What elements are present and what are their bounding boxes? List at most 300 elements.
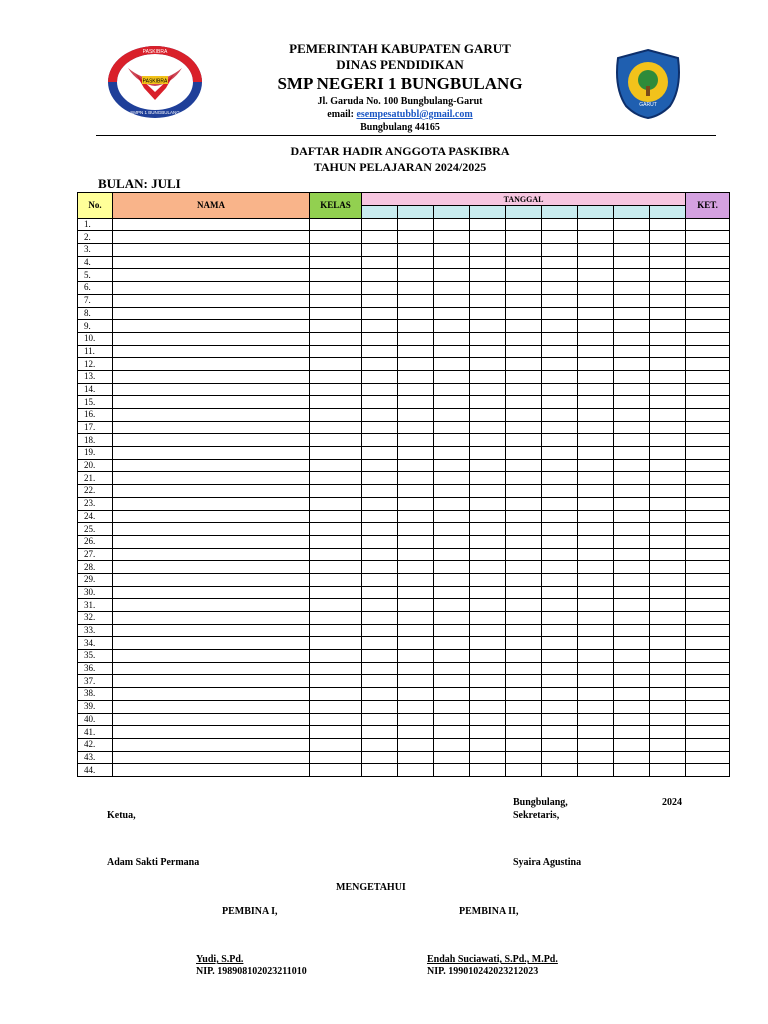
date-cell[interactable]: [614, 472, 650, 485]
kelas-cell[interactable]: [310, 726, 362, 739]
ket-cell[interactable]: [686, 269, 730, 282]
date-cell[interactable]: [650, 294, 686, 307]
date-cell[interactable]: [470, 561, 506, 574]
ket-cell[interactable]: [686, 244, 730, 257]
date-cell[interactable]: [398, 256, 434, 269]
nama-cell[interactable]: [113, 535, 310, 548]
date-cell[interactable]: [398, 472, 434, 485]
date-cell[interactable]: [542, 421, 578, 434]
date-cell[interactable]: [650, 485, 686, 498]
date-cell[interactable]: [398, 345, 434, 358]
ket-cell[interactable]: [686, 586, 730, 599]
ket-cell[interactable]: [686, 396, 730, 409]
date-cell[interactable]: [470, 345, 506, 358]
date-cell[interactable]: [362, 485, 398, 498]
date-cell[interactable]: [434, 561, 470, 574]
date-cell[interactable]: [362, 612, 398, 625]
date-cell[interactable]: [362, 218, 398, 231]
date-cell[interactable]: [506, 345, 542, 358]
date-cell[interactable]: [398, 269, 434, 282]
date-cell[interactable]: [650, 688, 686, 701]
date-cell[interactable]: [362, 294, 398, 307]
date-cell[interactable]: [398, 662, 434, 675]
date-cell[interactable]: [506, 726, 542, 739]
date-cell[interactable]: [542, 218, 578, 231]
date-cell[interactable]: [542, 624, 578, 637]
nama-cell[interactable]: [113, 637, 310, 650]
date-cell[interactable]: [470, 726, 506, 739]
date-cell[interactable]: [542, 282, 578, 295]
date-cell[interactable]: [362, 726, 398, 739]
date-cell[interactable]: [614, 599, 650, 612]
date-cell[interactable]: [650, 434, 686, 447]
nama-cell[interactable]: [113, 472, 310, 485]
ket-cell[interactable]: [686, 726, 730, 739]
date-cell[interactable]: [398, 764, 434, 777]
nama-cell[interactable]: [113, 713, 310, 726]
date-cell[interactable]: [542, 599, 578, 612]
date-cell[interactable]: [542, 244, 578, 257]
kelas-cell[interactable]: [310, 523, 362, 536]
nama-cell[interactable]: [113, 548, 310, 561]
date-cell[interactable]: [434, 218, 470, 231]
date-cell[interactable]: [506, 434, 542, 447]
date-cell[interactable]: [578, 510, 614, 523]
date-cell[interactable]: [650, 383, 686, 396]
date-cell[interactable]: [614, 637, 650, 650]
ket-cell[interactable]: [686, 231, 730, 244]
date-cell[interactable]: [506, 282, 542, 295]
date-cell[interactable]: [470, 764, 506, 777]
date-cell[interactable]: [470, 612, 506, 625]
date-cell[interactable]: [506, 751, 542, 764]
date-cell[interactable]: [542, 726, 578, 739]
ket-cell[interactable]: [686, 332, 730, 345]
date-cell[interactable]: [578, 320, 614, 333]
date-cell[interactable]: [506, 612, 542, 625]
kelas-cell[interactable]: [310, 586, 362, 599]
date-cell[interactable]: [650, 307, 686, 320]
date-cell[interactable]: [470, 396, 506, 409]
date-cell[interactable]: [650, 332, 686, 345]
nama-cell[interactable]: [113, 447, 310, 460]
nama-cell[interactable]: [113, 307, 310, 320]
date-cell[interactable]: [614, 447, 650, 460]
date-cell[interactable]: [578, 662, 614, 675]
kelas-cell[interactable]: [310, 764, 362, 777]
date-cell[interactable]: [434, 307, 470, 320]
ket-cell[interactable]: [686, 434, 730, 447]
nama-cell[interactable]: [113, 497, 310, 510]
date-cell[interactable]: [506, 586, 542, 599]
date-cell[interactable]: [506, 358, 542, 371]
ket-cell[interactable]: [686, 472, 730, 485]
nama-cell[interactable]: [113, 320, 310, 333]
date-cell[interactable]: [362, 396, 398, 409]
kelas-cell[interactable]: [310, 713, 362, 726]
date-cell[interactable]: [650, 358, 686, 371]
kelas-cell[interactable]: [310, 459, 362, 472]
nama-cell[interactable]: [113, 751, 310, 764]
ket-cell[interactable]: [686, 764, 730, 777]
date-cell[interactable]: [434, 269, 470, 282]
date-cell[interactable]: [470, 269, 506, 282]
date-cell[interactable]: [434, 688, 470, 701]
date-cell[interactable]: [614, 726, 650, 739]
date-cell[interactable]: [434, 244, 470, 257]
date-cell[interactable]: [578, 358, 614, 371]
kelas-cell[interactable]: [310, 561, 362, 574]
date-cell[interactable]: [650, 548, 686, 561]
date-cell[interactable]: [362, 370, 398, 383]
date-cell[interactable]: [434, 358, 470, 371]
date-cell[interactable]: [398, 447, 434, 460]
date-cell[interactable]: [398, 599, 434, 612]
nama-cell[interactable]: [113, 675, 310, 688]
date-cell[interactable]: [650, 345, 686, 358]
date-cell[interactable]: [506, 447, 542, 460]
kelas-cell[interactable]: [310, 282, 362, 295]
ket-cell[interactable]: [686, 345, 730, 358]
date-cell[interactable]: [614, 764, 650, 777]
date-cell[interactable]: [398, 738, 434, 751]
date-cell[interactable]: [614, 751, 650, 764]
date-cell[interactable]: [398, 561, 434, 574]
date-cell[interactable]: [650, 370, 686, 383]
date-cell[interactable]: [506, 244, 542, 257]
date-cell[interactable]: [578, 586, 614, 599]
date-cell[interactable]: [398, 612, 434, 625]
date-cell[interactable]: [434, 370, 470, 383]
date-cell[interactable]: [506, 472, 542, 485]
date-cell[interactable]: [506, 688, 542, 701]
nama-cell[interactable]: [113, 573, 310, 586]
nama-cell[interactable]: [113, 421, 310, 434]
date-cell[interactable]: [362, 383, 398, 396]
date-cell[interactable]: [398, 459, 434, 472]
date-cell[interactable]: [362, 497, 398, 510]
date-cell[interactable]: [578, 738, 614, 751]
date-cell[interactable]: [362, 244, 398, 257]
date-cell[interactable]: [542, 294, 578, 307]
date-cell[interactable]: [614, 713, 650, 726]
date-cell[interactable]: [506, 485, 542, 498]
date-cell[interactable]: [542, 561, 578, 574]
date-cell[interactable]: [470, 307, 506, 320]
date-cell[interactable]: [470, 624, 506, 637]
kelas-cell[interactable]: [310, 485, 362, 498]
date-cell[interactable]: [506, 675, 542, 688]
ket-cell[interactable]: [686, 294, 730, 307]
date-cell[interactable]: [506, 510, 542, 523]
date-cell[interactable]: [434, 332, 470, 345]
date-cell[interactable]: [650, 320, 686, 333]
date-cell[interactable]: [542, 358, 578, 371]
kelas-cell[interactable]: [310, 434, 362, 447]
date-cell[interactable]: [542, 459, 578, 472]
date-cell[interactable]: [398, 586, 434, 599]
date-cell[interactable]: [542, 510, 578, 523]
date-cell[interactable]: [650, 218, 686, 231]
nama-cell[interactable]: [113, 523, 310, 536]
kelas-cell[interactable]: [310, 244, 362, 257]
date-cell[interactable]: [470, 383, 506, 396]
date-cell[interactable]: [506, 320, 542, 333]
kelas-cell[interactable]: [310, 573, 362, 586]
date-cell[interactable]: [506, 713, 542, 726]
nama-cell[interactable]: [113, 332, 310, 345]
date-cell[interactable]: [650, 751, 686, 764]
ket-cell[interactable]: [686, 256, 730, 269]
date-cell[interactable]: [506, 409, 542, 422]
date-cell[interactable]: [470, 294, 506, 307]
date-cell[interactable]: [362, 561, 398, 574]
date-cell[interactable]: [362, 447, 398, 460]
date-cell[interactable]: [542, 751, 578, 764]
date-cell[interactable]: [506, 307, 542, 320]
date-cell[interactable]: [650, 586, 686, 599]
date-cell[interactable]: [362, 573, 398, 586]
nama-cell[interactable]: [113, 726, 310, 739]
date-cell[interactable]: [470, 535, 506, 548]
kelas-cell[interactable]: [310, 700, 362, 713]
date-cell[interactable]: [614, 231, 650, 244]
date-cell[interactable]: [650, 764, 686, 777]
kelas-cell[interactable]: [310, 218, 362, 231]
date-cell[interactable]: [650, 637, 686, 650]
date-cell[interactable]: [614, 675, 650, 688]
nama-cell[interactable]: [113, 485, 310, 498]
date-cell[interactable]: [614, 307, 650, 320]
date-cell[interactable]: [398, 294, 434, 307]
date-cell[interactable]: [398, 358, 434, 371]
date-cell[interactable]: [614, 434, 650, 447]
date-cell[interactable]: [542, 573, 578, 586]
date-cell[interactable]: [614, 269, 650, 282]
date-cell[interactable]: [398, 548, 434, 561]
date-cell[interactable]: [470, 370, 506, 383]
date-cell[interactable]: [542, 523, 578, 536]
date-cell[interactable]: [362, 535, 398, 548]
kelas-cell[interactable]: [310, 751, 362, 764]
date-cell[interactable]: [614, 650, 650, 663]
date-cell[interactable]: [578, 244, 614, 257]
kelas-cell[interactable]: [310, 320, 362, 333]
date-cell[interactable]: [470, 700, 506, 713]
date-cell[interactable]: [434, 764, 470, 777]
date-cell[interactable]: [542, 662, 578, 675]
kelas-cell[interactable]: [310, 421, 362, 434]
date-cell[interactable]: [614, 459, 650, 472]
ket-cell[interactable]: [686, 700, 730, 713]
date-cell[interactable]: [398, 434, 434, 447]
date-cell[interactable]: [506, 370, 542, 383]
ket-cell[interactable]: [686, 523, 730, 536]
date-cell[interactable]: [578, 497, 614, 510]
date-cell[interactable]: [470, 637, 506, 650]
date-cell[interactable]: [578, 573, 614, 586]
date-cell[interactable]: [650, 561, 686, 574]
kelas-cell[interactable]: [310, 358, 362, 371]
date-cell[interactable]: [434, 586, 470, 599]
date-cell[interactable]: [578, 459, 614, 472]
ket-cell[interactable]: [686, 307, 730, 320]
ket-cell[interactable]: [686, 675, 730, 688]
ket-cell[interactable]: [686, 459, 730, 472]
date-cell[interactable]: [362, 332, 398, 345]
date-cell[interactable]: [542, 269, 578, 282]
date-cell[interactable]: [542, 700, 578, 713]
date-cell[interactable]: [650, 624, 686, 637]
kelas-cell[interactable]: [310, 396, 362, 409]
date-cell[interactable]: [578, 231, 614, 244]
date-cell[interactable]: [398, 751, 434, 764]
date-cell[interactable]: [614, 345, 650, 358]
date-cell[interactable]: [506, 256, 542, 269]
date-cell[interactable]: [578, 764, 614, 777]
nama-cell[interactable]: [113, 688, 310, 701]
date-cell[interactable]: [650, 244, 686, 257]
date-cell[interactable]: [542, 650, 578, 663]
ket-cell[interactable]: [686, 358, 730, 371]
ket-cell[interactable]: [686, 637, 730, 650]
date-cell[interactable]: [434, 624, 470, 637]
date-cell[interactable]: [362, 713, 398, 726]
date-cell[interactable]: [542, 231, 578, 244]
nama-cell[interactable]: [113, 561, 310, 574]
date-cell[interactable]: [650, 409, 686, 422]
date-cell[interactable]: [542, 409, 578, 422]
date-cell[interactable]: [362, 675, 398, 688]
kelas-cell[interactable]: [310, 675, 362, 688]
date-cell[interactable]: [542, 497, 578, 510]
date-cell[interactable]: [542, 535, 578, 548]
date-cell[interactable]: [434, 662, 470, 675]
date-cell[interactable]: [362, 282, 398, 295]
ket-cell[interactable]: [686, 688, 730, 701]
date-cell[interactable]: [614, 256, 650, 269]
date-cell[interactable]: [506, 396, 542, 409]
date-cell[interactable]: [542, 637, 578, 650]
date-cell[interactable]: [362, 256, 398, 269]
date-cell[interactable]: [506, 561, 542, 574]
date-cell[interactable]: [650, 282, 686, 295]
date-cell[interactable]: [470, 751, 506, 764]
nama-cell[interactable]: [113, 396, 310, 409]
kelas-cell[interactable]: [310, 599, 362, 612]
kelas-cell[interactable]: [310, 409, 362, 422]
date-cell[interactable]: [398, 624, 434, 637]
date-cell[interactable]: [614, 523, 650, 536]
date-cell[interactable]: [470, 421, 506, 434]
ket-cell[interactable]: [686, 497, 730, 510]
date-cell[interactable]: [578, 700, 614, 713]
date-cell[interactable]: [506, 650, 542, 663]
date-cell[interactable]: [614, 244, 650, 257]
date-cell[interactable]: [434, 599, 470, 612]
date-cell[interactable]: [650, 231, 686, 244]
date-cell[interactable]: [506, 459, 542, 472]
date-cell[interactable]: [650, 675, 686, 688]
date-cell[interactable]: [362, 738, 398, 751]
date-cell[interactable]: [398, 675, 434, 688]
date-cell[interactable]: [434, 751, 470, 764]
date-cell[interactable]: [506, 523, 542, 536]
date-cell[interactable]: [398, 637, 434, 650]
ket-cell[interactable]: [686, 561, 730, 574]
date-cell[interactable]: [362, 409, 398, 422]
date-cell[interactable]: [398, 320, 434, 333]
date-cell[interactable]: [434, 637, 470, 650]
date-cell[interactable]: [434, 573, 470, 586]
kelas-cell[interactable]: [310, 370, 362, 383]
date-cell[interactable]: [614, 612, 650, 625]
date-cell[interactable]: [542, 485, 578, 498]
ket-cell[interactable]: [686, 510, 730, 523]
date-cell[interactable]: [614, 383, 650, 396]
nama-cell[interactable]: [113, 738, 310, 751]
date-cell[interactable]: [470, 485, 506, 498]
date-cell[interactable]: [578, 535, 614, 548]
date-cell[interactable]: [578, 294, 614, 307]
ket-cell[interactable]: [686, 370, 730, 383]
nama-cell[interactable]: [113, 244, 310, 257]
date-cell[interactable]: [506, 218, 542, 231]
nama-cell[interactable]: [113, 586, 310, 599]
kelas-cell[interactable]: [310, 256, 362, 269]
date-cell[interactable]: [578, 523, 614, 536]
date-cell[interactable]: [506, 637, 542, 650]
date-cell[interactable]: [542, 320, 578, 333]
nama-cell[interactable]: [113, 370, 310, 383]
date-cell[interactable]: [362, 586, 398, 599]
date-cell[interactable]: [398, 510, 434, 523]
date-cell[interactable]: [398, 409, 434, 422]
date-cell[interactable]: [614, 409, 650, 422]
date-cell[interactable]: [362, 662, 398, 675]
date-cell[interactable]: [470, 320, 506, 333]
date-cell[interactable]: [542, 675, 578, 688]
date-cell[interactable]: [578, 307, 614, 320]
kelas-cell[interactable]: [310, 447, 362, 460]
ket-cell[interactable]: [686, 751, 730, 764]
date-cell[interactable]: [542, 332, 578, 345]
kelas-cell[interactable]: [310, 307, 362, 320]
date-cell[interactable]: [362, 345, 398, 358]
date-cell[interactable]: [434, 282, 470, 295]
date-cell[interactable]: [398, 700, 434, 713]
date-cell[interactable]: [470, 599, 506, 612]
date-cell[interactable]: [578, 599, 614, 612]
date-cell[interactable]: [434, 294, 470, 307]
date-cell[interactable]: [470, 688, 506, 701]
date-cell[interactable]: [614, 700, 650, 713]
date-cell[interactable]: [506, 332, 542, 345]
ket-cell[interactable]: [686, 548, 730, 561]
ket-cell[interactable]: [686, 447, 730, 460]
date-cell[interactable]: [542, 383, 578, 396]
date-cell[interactable]: [650, 472, 686, 485]
date-cell[interactable]: [578, 751, 614, 764]
date-cell[interactable]: [470, 256, 506, 269]
date-cell[interactable]: [434, 409, 470, 422]
date-cell[interactable]: [578, 612, 614, 625]
date-cell[interactable]: [470, 459, 506, 472]
date-cell[interactable]: [362, 231, 398, 244]
date-cell[interactable]: [470, 650, 506, 663]
date-cell[interactable]: [614, 485, 650, 498]
ket-cell[interactable]: [686, 650, 730, 663]
